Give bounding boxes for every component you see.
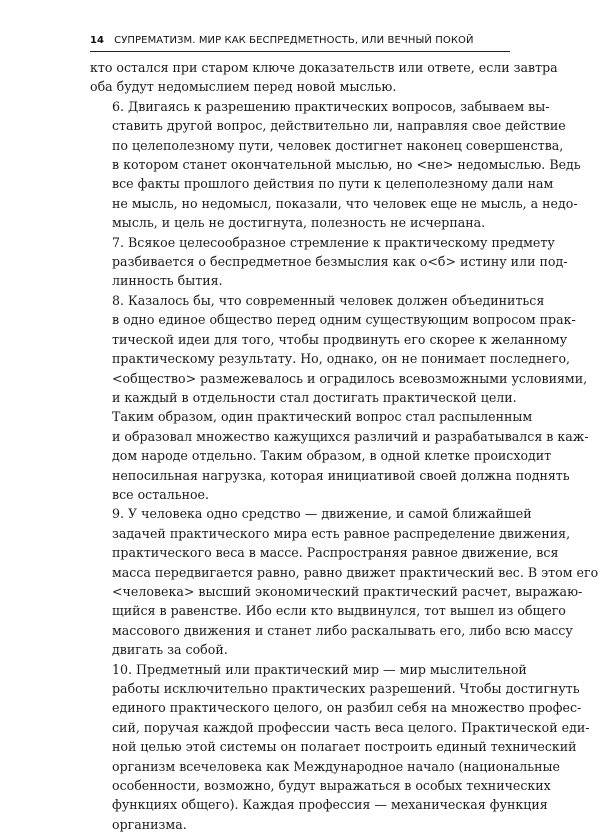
paragraph [90,660,590,834]
text-line: разбивается о беспредметное безмыслия как о<б> истину или под- [112,254,568,270]
text-line: организма. [112,816,187,832]
text-line: 8. Казалось бы, что современный человек должен объединиться [112,292,545,308]
body-text [90,58,599,834]
text-line: непосильная нагрузка, которая инициативой своей должна поднять [112,467,570,483]
text-line: функциях общего). Каждая профессия — механическая функция [112,797,548,813]
text-line: Таким образом, один практический вопрос стал распыленным [112,409,533,425]
paragraph [90,233,568,291]
text-line: в котором станет окончательной мыслью, но <не> недомыслью. Ведь [112,157,581,173]
text-line: практическому результату. Но, однако, он не понимает последнего, [112,351,571,367]
text-line: 9. У человека одно средство — движение, и самой ближайшей [112,506,532,522]
text-line: двигать за собой. [112,642,228,658]
paragraph [90,407,589,504]
text-line: особенности, возможно, будут выражаться в особых технических [112,778,551,794]
text-line: тической идеи для того, чтобы продвинуть его скорее к желанному [112,331,567,347]
page-number: 14 [90,35,105,46]
header-rule [90,51,510,52]
text-line: дом народе отдельно. Таким образом, в одной клетке происходит [112,448,552,464]
text-line: масса передвигается равно, равно движет практический вес. В этом его [112,564,599,580]
text-line: 6. Двигаясь к разрешению практических вопросов, забываем вы- [112,98,550,114]
text-line: все остальное. [112,486,209,502]
text-line: не мысль, но недомысл, показали, что человек еще не мысль, а недо- [112,195,578,211]
paragraph [90,504,599,659]
text-line: практического веса в массе. Распространяя равное движение, вся [112,545,559,561]
text-line: все факты прошлого действия по пути к целеполезному дали нам [112,176,554,192]
text-line: и образовал множество кажущихся различий и разрабатывался в каж- [112,428,589,444]
text-line: щийся в равенстве. Ибо если кто выдвинулся, тот вышел из общего [112,603,566,619]
text-line: работы исключительно практических разрешений. Чтобы достигнуть [112,681,580,696]
text-line: <общество> размежевалось и оградилось всевозможными условиями, [112,370,588,386]
text-line: ставить другой вопрос, действительно ли, направляя свое действие [112,118,566,134]
running-title: СУПРЕМАТИЗМ. МИР КАК БЕСПРЕДМЕТНОСТЬ, ИЛИ ВЕЧНЫЙ ПОКОЙ [114,35,474,46]
text-line: организм всечеловека как Международное начало (национальные [112,758,561,774]
text-line: 10. Предметный или практический мир — мир мыслительной [112,661,527,677]
paragraph [90,97,581,233]
text-line: в одно единое общество перед одним существующим вопросом прак- [112,312,576,328]
text-line: сий, поручая каждой профессии часть веса целого. Практической еди- [112,719,590,735]
text-line: задачей практического мира есть равное распределение движения, [112,525,571,541]
paragraph [90,291,588,407]
text-line: мысль, и цель не достигнута, полезность не исчерпана. [112,215,486,231]
paragraph [90,58,558,97]
text-line: массового движения и станет либо раскалывать его, либо всю массу [112,622,573,638]
text-line: и каждый в отдельности стал достигать практической цели. [112,389,517,405]
text-line: единого практического целого, он разбил себя на множество профес- [112,700,582,716]
text-line: ной целью этой системы он полагает построить единый технический [112,739,577,755]
text-line: по целеполезному пути, человек достигнет наконец совершенства, [112,137,564,153]
text-line: линность бытия. [112,273,223,289]
page-header [90,35,510,46]
text-line: кто остался при старом ключе доказательств или ответе, если завтра [90,60,558,75]
text-line: 7. Всякое целесообразное стремление к практическому предмету [112,234,555,250]
text-line: оба будут недомыслием перед новой мыслью. [90,79,397,95]
text-line: <человека> высший экономический практический расчет, выражаю- [112,583,583,599]
